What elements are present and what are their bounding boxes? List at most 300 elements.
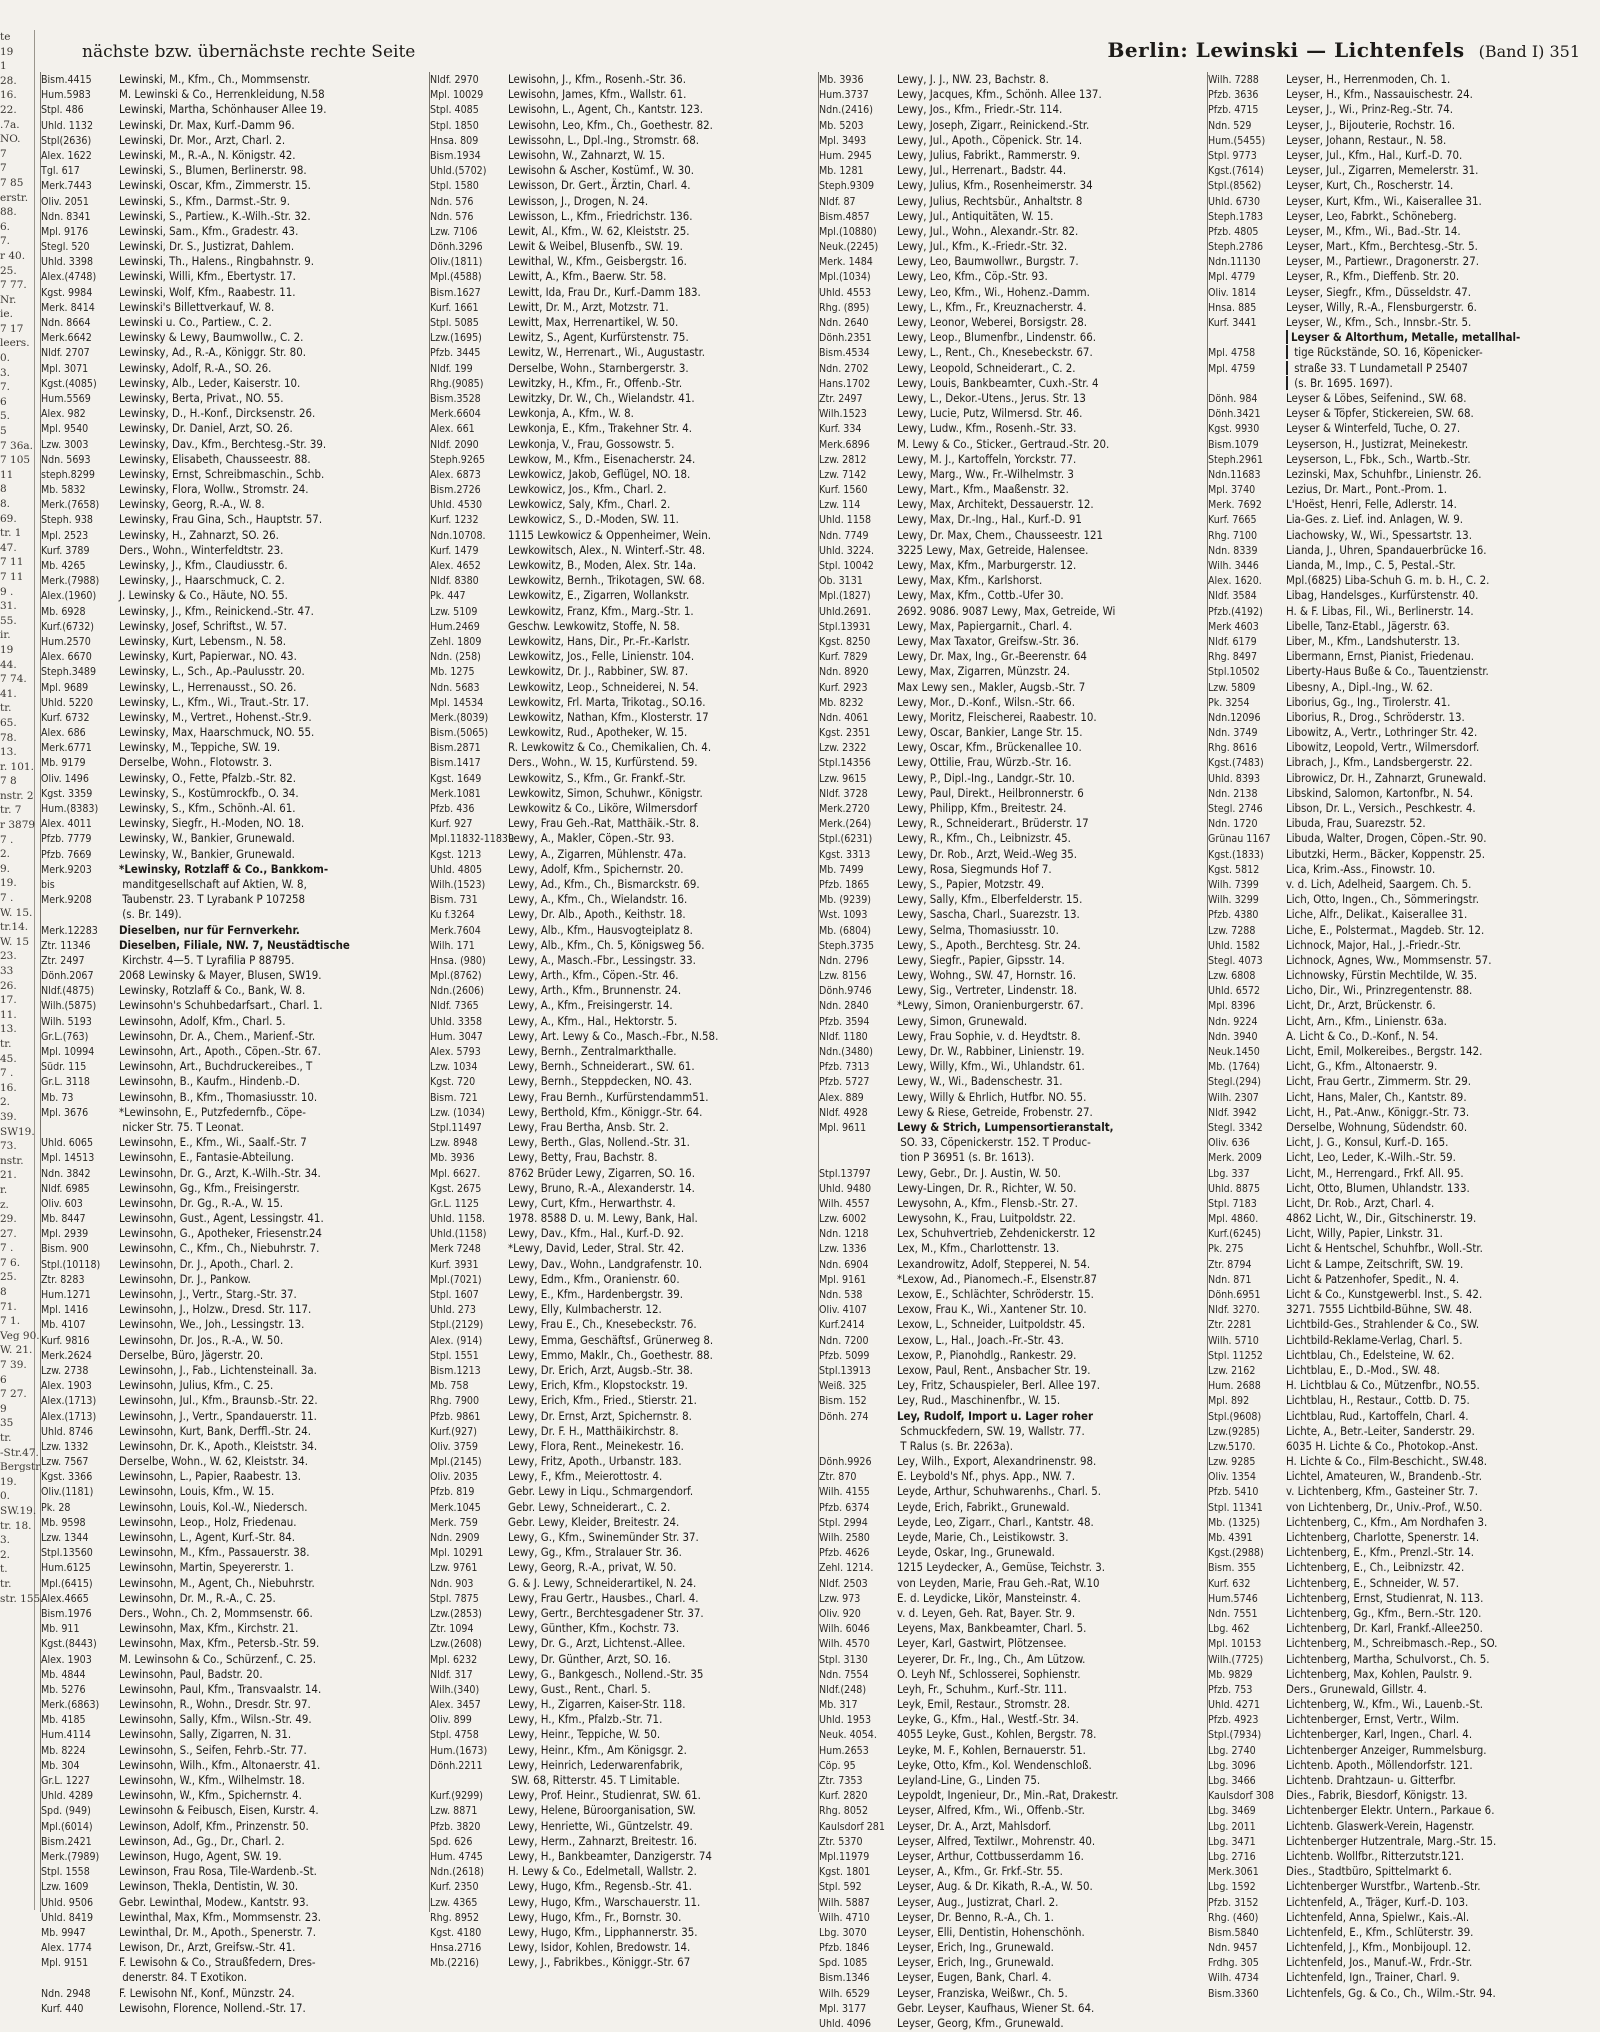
phone-number: Pfzb. 3636 xyxy=(1208,89,1259,102)
directory-entry xyxy=(41,649,425,664)
directory-entry xyxy=(430,573,814,588)
phone-number: Ztr. 2497 xyxy=(41,954,85,967)
entry-text: Lewy, Jacques, Kfm., Schönh. Allee 137. xyxy=(897,87,1102,102)
directory-entry xyxy=(819,831,1203,846)
phone-number: Uhld. 1953 xyxy=(819,1714,872,1727)
phone-number: Ndn. 8920 xyxy=(819,666,869,679)
phone-number: Bism.4857 xyxy=(819,210,870,223)
phone-number: Lzw. 9615 xyxy=(819,772,867,785)
entry-text: Lewinsky, L., Herrenausst., SO. 26. xyxy=(119,679,297,694)
phone-number: Lbg. 2740 xyxy=(1208,1744,1256,1757)
entry-text: Lewy, Siegfr., Papier, Gipsstr. 14. xyxy=(897,952,1065,967)
phone-number: Pfzb. 3445 xyxy=(430,347,481,360)
entry-text: Lewy-Lingen, Dr. R., Richter, W. 50. xyxy=(897,1180,1077,1195)
entry-text: *Lewinsky, Rotzlaff & Co., Bankkom- xyxy=(119,861,329,876)
phone-number: Lbg. 3096 xyxy=(1208,1759,1256,1772)
directory-entry xyxy=(41,1819,425,1834)
directory-entry xyxy=(41,1393,425,1408)
directory-entry xyxy=(430,1697,814,1712)
entry-text: L'Hoëst, Henri, Felle, Adlerstr. 14. xyxy=(1286,497,1457,512)
phone-number: Merk.6896 xyxy=(819,438,870,451)
directory-entry xyxy=(819,406,1203,421)
entry-text: Gebr. Lewy in Liqu., Schmargendorf. xyxy=(508,1484,694,1499)
entry-text: Lewy, W., Wi., Badenschestr. 31. xyxy=(897,1074,1063,1089)
directory-entry xyxy=(430,1895,814,1910)
entry-text: 8762 Brüder Lewy, Zigarren, SO. 16. xyxy=(508,1165,695,1180)
entry-text: Lewisohn, L., Agent, Ch., Kantstr. 123. xyxy=(508,102,704,117)
phone-number: Mb. 9598 xyxy=(41,1516,86,1529)
phone-number: Ndn. 8341 xyxy=(41,210,91,223)
directory-entry xyxy=(1208,1120,1596,1135)
entry-text: Lewy, Gertr., Berchtesgadener Str. 37. xyxy=(508,1605,704,1620)
directory-entry xyxy=(1208,1591,1596,1606)
directory-entry xyxy=(819,1940,1203,1955)
phone-number: Ndn.11683 xyxy=(1208,468,1261,481)
entry-text: Lewy, Max Taxator, Greifsw.-Str. 36. xyxy=(897,633,1079,648)
directory-entry xyxy=(430,1363,814,1378)
entry-text: Lewkowitz & Co., Liköre, Wilmersdorf xyxy=(508,801,698,815)
entry-text: Lewy, Heinr., Teppiche, W. 50. xyxy=(508,1727,661,1742)
entry-text: Lewkonja, E., Kfm., Trakehner Str. 4. xyxy=(508,421,693,436)
phone-number: Steph.9309 xyxy=(819,180,875,193)
entry-text: Lichtenb. Wollfbr., Ritterzutstr.121. xyxy=(1286,1848,1464,1863)
directory-entry xyxy=(1208,1712,1596,1727)
phone-number: Lzw. 2322 xyxy=(819,742,867,755)
directory-entry xyxy=(1208,1864,1596,1879)
directory-entry xyxy=(819,345,1203,360)
phone-number: Stpl.13797 xyxy=(819,1167,871,1180)
entry-text: Lewkowitz, Frl. Marta, Trikotag., SO.16. xyxy=(508,694,706,709)
entry-text: Leyser, Georg, Kfm., Grunewald. xyxy=(897,2016,1064,2030)
directory-entry xyxy=(430,1014,814,1029)
entry-text: Lewy, Sascha, Charl., Suarezstr. 13. xyxy=(897,907,1080,922)
phone-number: Dönh. 984 xyxy=(1208,392,1258,405)
entry-text: Lexow, P., Pianohdlg., Rankestr. 29. xyxy=(897,1347,1077,1362)
phone-number: Merk. 1484 xyxy=(819,256,873,269)
entry-text: G. & J. Lewy, Schneiderartikel, N. 24. xyxy=(508,1575,697,1590)
phone-number: Ndn. 1720 xyxy=(1208,818,1258,831)
directory-entry xyxy=(1208,315,1596,330)
phone-number: Stpl.(2129) xyxy=(430,1319,484,1332)
directory-entry xyxy=(1208,695,1596,710)
phone-number: Stpl.(8562) xyxy=(1208,180,1262,193)
directory-entry xyxy=(430,1287,814,1302)
directory-entry xyxy=(819,437,1203,452)
phone-number: Mpl. 4758 xyxy=(1208,347,1256,360)
entry-text: H. Lichtblau & Co., Mützenfbr., NO.55. xyxy=(1286,1378,1480,1393)
directory-entry xyxy=(1208,1302,1596,1317)
directory-entry xyxy=(819,1302,1203,1317)
directory-entry xyxy=(430,1378,814,1393)
entry-text: Licht, M., Herrengard., Frkf. All. 95. xyxy=(1286,1165,1464,1180)
entry-text: Liachowsky, W., Wi., Spessartstr. 13. xyxy=(1286,527,1472,542)
entry-text: Dieselben, Filiale, NW. 7, Neustädtische xyxy=(119,937,350,952)
entry-text: Lewinsohn, We., Joh., Lessingstr. 13. xyxy=(119,1317,305,1332)
phone-number: Pfzb.(4192) xyxy=(1208,605,1263,618)
directory-entry xyxy=(1208,1454,1596,1469)
directory-entry xyxy=(41,1834,425,1849)
phone-number: Hum.2570 xyxy=(41,635,91,648)
entry-text: Lewinsky, Frau Gina, Sch., Hauptstr. 57. xyxy=(119,512,323,527)
directory-entry xyxy=(430,1803,814,1818)
entry-text: Lewinsohn, Sally, Zigarren, N. 31. xyxy=(119,1727,292,1742)
entry-text: Lewinsohn, R., Wohn., Dresdr. Str. 97. xyxy=(119,1697,311,1712)
entry-text: Lewinsohn, M., Kfm., Passauerstr. 38. xyxy=(119,1545,310,1560)
phone-number: Kurf. 1661 xyxy=(430,301,479,314)
directory-entry xyxy=(430,907,814,922)
entry-text: Lewy, Ludw., Kfm., Rosenh.-Str. 33. xyxy=(897,421,1077,436)
entry-text: Licht, G., Kfm., Altonaerstr. 9. xyxy=(1286,1059,1438,1074)
directory-entry xyxy=(1208,831,1596,846)
phone-number: Bism.1417 xyxy=(430,757,481,770)
directory-entry xyxy=(819,1484,1203,1499)
phone-number: Zehl. 1809 xyxy=(430,635,482,648)
phone-number: Wilh.1523 xyxy=(819,408,867,421)
entry-text: Lewinski, M., R.-A., N. Königstr. 42. xyxy=(119,147,296,162)
edge-fragment: 9 xyxy=(0,1402,7,1415)
phone-number: Bism.4415 xyxy=(41,74,92,86)
phone-number: Mpl. 9176 xyxy=(41,225,89,238)
entry-text: Lichtbild-Reklame-Verlag, Charl. 5. xyxy=(1286,1332,1463,1347)
phone-number: Bism.1346 xyxy=(819,1972,870,1985)
directory-entry xyxy=(41,1970,425,1985)
phone-number: Kurf. 1560 xyxy=(819,484,868,497)
phone-number: Merk.(7989) xyxy=(41,1850,100,1863)
entry-text: Lewkowitz, Simon, Schuhwr., Königstr. xyxy=(508,785,703,800)
edge-fragment: 7 . xyxy=(0,1242,14,1255)
phone-number: Kgst. 1213 xyxy=(430,848,482,861)
entry-text: Lewitz, S., Agent, Kurfürstenstr. 75. xyxy=(508,330,689,345)
phone-number: Mpl. 3676 xyxy=(41,1106,89,1119)
directory-entry xyxy=(430,619,814,634)
entry-text: Lewy, S., Apoth., Berchtesg. Str. 24. xyxy=(897,937,1081,952)
phone-number: Lzw.(1695) xyxy=(430,332,482,345)
directory-entry xyxy=(430,1925,814,1940)
entry-text: Lewy, Gebr., Dr. J. Austin, W. 50. xyxy=(897,1165,1061,1180)
phone-number: Uhld. 3224. xyxy=(819,544,875,557)
entry-text: F. Lewisohn & Co., Straußfedern, Dres- xyxy=(119,1955,316,1970)
directory-entry xyxy=(819,1287,1203,1302)
directory-entry xyxy=(41,285,425,300)
phone-number: Mb. 1281 xyxy=(819,165,864,178)
phone-number: Pfzb. 4380 xyxy=(1208,909,1259,922)
edge-fragment: 7 8 xyxy=(0,775,17,788)
phone-number: Ndn. 1218 xyxy=(819,1228,869,1241)
phone-number: Merk.7604 xyxy=(430,924,481,937)
entry-text: Lichtenberger Anzeiger, Rummelsburg. xyxy=(1286,1742,1487,1757)
entry-text: Leyser, Kurt, Ch., Roscherstr. 14. xyxy=(1286,178,1454,193)
directory-entry xyxy=(819,1879,1203,1894)
directory-entry xyxy=(41,1044,425,1059)
directory-entry xyxy=(1208,512,1596,527)
directory-entry xyxy=(1208,1135,1596,1150)
edge-fragment: z. xyxy=(0,1198,9,1211)
entry-text: (s. Br. 1695. 1697). xyxy=(1286,376,1393,390)
phone-number: Pfzb. 5410 xyxy=(1208,1486,1259,1499)
directory-entry xyxy=(41,1226,425,1241)
phone-number: Ztr. 870 xyxy=(819,1471,857,1484)
entry-text: Lex, Schuhvertrieb, Zehdenickerstr. 12 xyxy=(897,1226,1096,1241)
phone-number: Pfzb. 3820 xyxy=(430,1820,481,1833)
directory-entry xyxy=(1208,1014,1596,1029)
entry-text: Lewy, Frau Gertr., Hausbes., Charl. 4. xyxy=(508,1590,699,1605)
phone-number: Alex.4665 xyxy=(41,1592,89,1605)
entry-text: Lewy, Georg, R.-A., privat, W. 50. xyxy=(508,1560,677,1575)
entry-text: Lewinson, Adolf, Kfm., Prinzenstr. 50. xyxy=(119,1818,309,1833)
entry-text: Libermann, Ernst, Pianist, Friedenau. xyxy=(1286,649,1475,664)
phone-number: Ndn. 903 xyxy=(430,1577,474,1590)
entry-text: Lewinsohn, L., Agent, Kurf.-Str. 84. xyxy=(119,1530,296,1544)
phone-number: Mpl.(6014) xyxy=(41,1820,93,1833)
phone-number: Uhld. 6572 xyxy=(1208,985,1261,998)
edge-fragment: 7 11 xyxy=(0,570,24,583)
phone-number: Mb. 911 xyxy=(41,1623,80,1636)
directory-entry xyxy=(819,1241,1203,1256)
directory-entry xyxy=(819,1773,1203,1788)
phone-number: Kurf. 3931 xyxy=(430,1258,479,1271)
entry-text: straße 33. T Lundametall P 25407 xyxy=(1286,361,1468,375)
directory-entry xyxy=(819,1697,1203,1712)
entry-text: Lewkowicz, S., D.-Moden, SW. 11. xyxy=(508,512,679,527)
directory-entry xyxy=(41,1257,425,1272)
phone-number: Pk. 275 xyxy=(1208,1243,1244,1256)
edge-fragment: 33 xyxy=(0,965,14,977)
directory-entry xyxy=(41,1515,425,1530)
entry-text: Dies., Fabrik, Biesdorf, Königstr. 13. xyxy=(1286,1788,1468,1803)
edge-fragment: 8 xyxy=(0,1286,7,1299)
edge-fragment: tr. xyxy=(0,1432,12,1444)
entry-text: Taubenstr. 23. T Lyrabank P 107258 xyxy=(119,892,306,907)
directory-entry xyxy=(41,892,425,907)
entry-text: Lewy, Jos., Kfm., Friedr.-Str. 114. xyxy=(897,102,1063,117)
entry-text: Lewy, Dr. W., Rabbiner, Linienstr. 19. xyxy=(897,1044,1085,1058)
directory-entry xyxy=(1208,1333,1596,1348)
phone-number: Lbg. 1592 xyxy=(1208,1881,1256,1894)
edge-fragment: 7 xyxy=(0,147,7,160)
entry-text: Lewkow, M., Kfm., Eisenacherstr. 24. xyxy=(508,451,696,466)
phone-number: Pfzb. 7313 xyxy=(819,1061,870,1074)
entry-text: Lewy, Helene, Büroorganisation, SW. xyxy=(508,1803,696,1818)
column-1 xyxy=(40,72,425,2015)
directory-entry xyxy=(1208,1166,1596,1181)
edge-fragment: 6. xyxy=(0,220,11,233)
directory-entry xyxy=(1208,102,1596,117)
phone-number: Mb. 4844 xyxy=(41,1668,86,1681)
directory-entry xyxy=(430,254,814,269)
entry-text: Lewy, Simon, Grunewald. xyxy=(897,1013,1028,1028)
directory-entry xyxy=(430,1348,814,1363)
directory-entry xyxy=(819,604,1203,619)
directory-entry xyxy=(41,1120,425,1135)
directory-entry xyxy=(41,330,425,345)
phone-number: Oliv. 603 xyxy=(41,1197,83,1210)
entry-text: Lewy, Gg., Kfm., Stralauer Str. 36. xyxy=(508,1545,682,1560)
entry-text: tige Rückstände, SO. 16, Köpenicker- xyxy=(1286,345,1483,359)
entry-text: Licht & Lampe, Zeitschrift, SW. 19. xyxy=(1286,1256,1464,1271)
entry-text: Liberty-Haus Buße & Co., Tauentzienstr. xyxy=(1286,664,1489,679)
directory-entry xyxy=(1208,725,1596,740)
phone-number: Stpl. 1850 xyxy=(430,119,479,132)
entry-text: 1215 Leydecker, A., Gemüse, Teichstr. 3. xyxy=(897,1560,1106,1575)
phone-number: Kgst. 3366 xyxy=(41,1471,93,1484)
directory-entry xyxy=(41,178,425,193)
directory-entry xyxy=(41,467,425,482)
phone-number: Dönh.3421 xyxy=(1208,408,1261,421)
entry-text: Lianda, M., Imp., C. 5, Pestal.-Str. xyxy=(1286,558,1456,572)
directory-entry xyxy=(41,239,425,254)
directory-entry xyxy=(430,1272,814,1287)
directory-entry xyxy=(41,1758,425,1773)
phone-number: Nldf.(4875) xyxy=(41,985,95,998)
entry-text: (s. Br. 149). xyxy=(119,907,182,922)
directory-entry xyxy=(1208,847,1596,862)
entry-text: Lewy, Marg., Ww., Fr.-Wilhelmstr. 3 xyxy=(897,466,1074,481)
edge-fragment: 13. xyxy=(0,1023,17,1036)
entry-text: Lewinsohn, Dr. J., Apoth., Charl. 2. xyxy=(119,1256,294,1271)
directory-entry xyxy=(430,1469,814,1484)
phone-number: Lzw. 9285 xyxy=(1208,1456,1256,1469)
phone-number: Dönh.3296 xyxy=(430,241,483,254)
directory-entry xyxy=(1208,1196,1596,1211)
phone-number: Bism. 152 xyxy=(819,1395,867,1408)
entry-text: Lewison, Dr., Arzt, Greifsw.-Str. 41. xyxy=(119,1940,296,1955)
phone-number: Wilh.(340) xyxy=(430,1683,480,1696)
entry-text: Licht, Willy, Papier, Linkstr. 31. xyxy=(1286,1226,1443,1241)
phone-number: Oliv. 920 xyxy=(819,1607,861,1620)
entry-text: Licht, H., Pat.-Anw., Königgr.-Str. 73. xyxy=(1286,1104,1470,1119)
directory-entry xyxy=(430,376,814,391)
entry-text: Lewy, Leo, Kfm., Cöp.-Str. 93. xyxy=(897,269,1048,284)
entry-text: Lewy, Sally, Kfm., Elberfelderstr. 15. xyxy=(897,892,1083,907)
directory-entry xyxy=(819,300,1203,315)
phone-number: Ndn. (258) xyxy=(430,651,481,664)
entry-text: Kirchstr. 4—5. T Lyrafilia P 88795. xyxy=(119,952,295,967)
directory-entry xyxy=(41,1895,425,1910)
directory-entry xyxy=(819,816,1203,831)
edge-fragment: 11. xyxy=(0,1008,17,1021)
directory-entry xyxy=(430,786,814,801)
phone-number: Lzw. 7567 xyxy=(41,1456,89,1469)
directory-entry xyxy=(430,1257,814,1272)
entry-text: Dies., Stadtbüro, Spittelmarkt 6. xyxy=(1286,1864,1452,1879)
directory-entry xyxy=(41,209,425,224)
directory-entry xyxy=(430,892,814,907)
directory-entry xyxy=(819,771,1203,786)
directory-entry xyxy=(41,482,425,497)
entry-text: Leyser, Kurt, Kfm., Wi., Kaiserallee 31. xyxy=(1286,193,1482,208)
directory-entry xyxy=(1208,664,1596,679)
phone-number: Uhld. 4553 xyxy=(819,286,872,299)
entry-text: Leyser & Winterfeld, Tuche, O. 27. xyxy=(1286,421,1461,436)
directory-entry xyxy=(1208,543,1596,558)
phone-number: Ndn. 3842 xyxy=(41,1167,91,1180)
entry-text: 3271. 7555 Lichtbild-Bühne, SW. 48. xyxy=(1286,1302,1473,1317)
phone-number: Wilh. 2307 xyxy=(1208,1091,1259,1104)
directory-entry xyxy=(819,2001,1203,2016)
directory-entry xyxy=(41,1059,425,1074)
entry-text: Lewinski, Sam., Kfm., Gradestr. 43. xyxy=(119,223,299,238)
directory-entry xyxy=(819,1059,1203,1074)
phone-number: Hum.(1673) xyxy=(430,1744,488,1757)
phone-number: Mpl. 3177 xyxy=(819,2002,867,2015)
directory-entry xyxy=(41,391,425,406)
entry-text: Lichtenberg, Martha, Schulvorst., Ch. 5. xyxy=(1286,1651,1490,1666)
entry-text: Ders., Wohn., Winterfeldtstr. 23. xyxy=(119,542,284,557)
directory-entry xyxy=(41,1150,425,1165)
entry-text: Lewinski, Oscar, Kfm., Zimmerstr. 15. xyxy=(119,178,311,193)
phone-number: Ndn. 2640 xyxy=(819,317,869,329)
edge-fragment: 16. xyxy=(0,89,17,102)
entry-text: Lichtblau, Ch., Edelsteine, W. 62. xyxy=(1286,1347,1455,1362)
phone-number: Nldf. 3270. xyxy=(1208,1304,1260,1317)
directory-entry xyxy=(430,831,814,846)
directory-entry xyxy=(819,87,1203,102)
directory-entry xyxy=(1208,1409,1596,1424)
entry-text: Lewinsohn, S., Seifen, Fehrb.-Str. 77. xyxy=(119,1742,307,1757)
edge-fragment: tr. 1 xyxy=(0,527,22,540)
entry-text: Lewinsky, J., Kfm., Reinickend.-Str. 47. xyxy=(119,603,314,618)
phone-number: Alex. 1903 xyxy=(41,1380,92,1393)
directory-entry xyxy=(41,1940,425,1955)
directory-entry xyxy=(41,1560,425,1575)
directory-entry xyxy=(1208,1697,1596,1712)
phone-number: Wilh. 171 xyxy=(430,939,475,952)
phone-number: Oliv. 4107 xyxy=(819,1304,867,1317)
phone-number: Ztr. 5370 xyxy=(819,1835,863,1848)
entry-text: Lewinsohn, J., Vertr., Starg.-Str. 37. xyxy=(119,1287,297,1301)
directory-entry xyxy=(1208,361,1596,376)
entry-text: O. Leyh Nf., Schlosserei, Sophienstr. xyxy=(897,1666,1081,1681)
directory-entry xyxy=(430,1135,814,1150)
phone-number: Gr.L. 3118 xyxy=(41,1076,90,1089)
directory-entry xyxy=(430,528,814,543)
phone-number: Merk 4603 xyxy=(1208,620,1259,633)
entry-text: Leyser, Erich, Ing., Grunewald. xyxy=(897,1955,1054,1970)
edge-fragment: 73. xyxy=(0,1140,17,1153)
directory-entry xyxy=(819,269,1203,284)
phone-number: Alex. 686 xyxy=(41,727,86,740)
directory-entry xyxy=(41,938,425,953)
directory-entry xyxy=(1208,1424,1596,1439)
edge-fragment: te xyxy=(0,31,11,43)
directory-entry xyxy=(430,710,814,725)
directory-entry xyxy=(41,1849,425,1864)
directory-entry xyxy=(819,1834,1203,1849)
phone-number: Mb. 4391 xyxy=(1208,1532,1253,1544)
phone-number: Uhld. 6065 xyxy=(41,1137,94,1150)
phone-number: Dönh.9926 xyxy=(819,1456,872,1469)
directory-entry xyxy=(1208,1044,1596,1059)
entry-text: Lewinsohn, Dr. K., Apoth., Kleiststr. 34. xyxy=(119,1438,318,1453)
phone-number: Mb. 8447 xyxy=(41,1213,86,1226)
entry-text: Leyser, Elli, Dentistin, Hohenschönh. xyxy=(897,1924,1085,1939)
directory-entry xyxy=(819,740,1203,755)
entry-text: Lewy, Dr. Alb., Apoth., Keithstr. 18. xyxy=(508,907,686,922)
directory-entry xyxy=(1208,1469,1596,1484)
directory-entry xyxy=(430,558,814,573)
directory-entry xyxy=(819,512,1203,527)
phone-number: Alex. 1774 xyxy=(41,1942,92,1955)
entry-text: Lewkowitz, S., Kfm., Gr. Frankf.-Str. xyxy=(508,770,686,785)
phone-number: Hum. 3047 xyxy=(430,1030,483,1043)
directory-entry xyxy=(819,1895,1203,1910)
phone-number: Merk.2720 xyxy=(819,803,870,815)
entry-text: Lewissohn, L., Dpl.-Ing., Stromstr. 68. xyxy=(508,132,699,147)
entry-text: 2068 Lewinsky & Mayer, Blusen, SW19. xyxy=(119,968,322,983)
directory-entry xyxy=(819,254,1203,269)
phone-number: Ztr. 2281 xyxy=(1208,1319,1252,1332)
entry-text: Ders., Wohn., W. 15, Kurfürstend. 59. xyxy=(508,755,698,770)
